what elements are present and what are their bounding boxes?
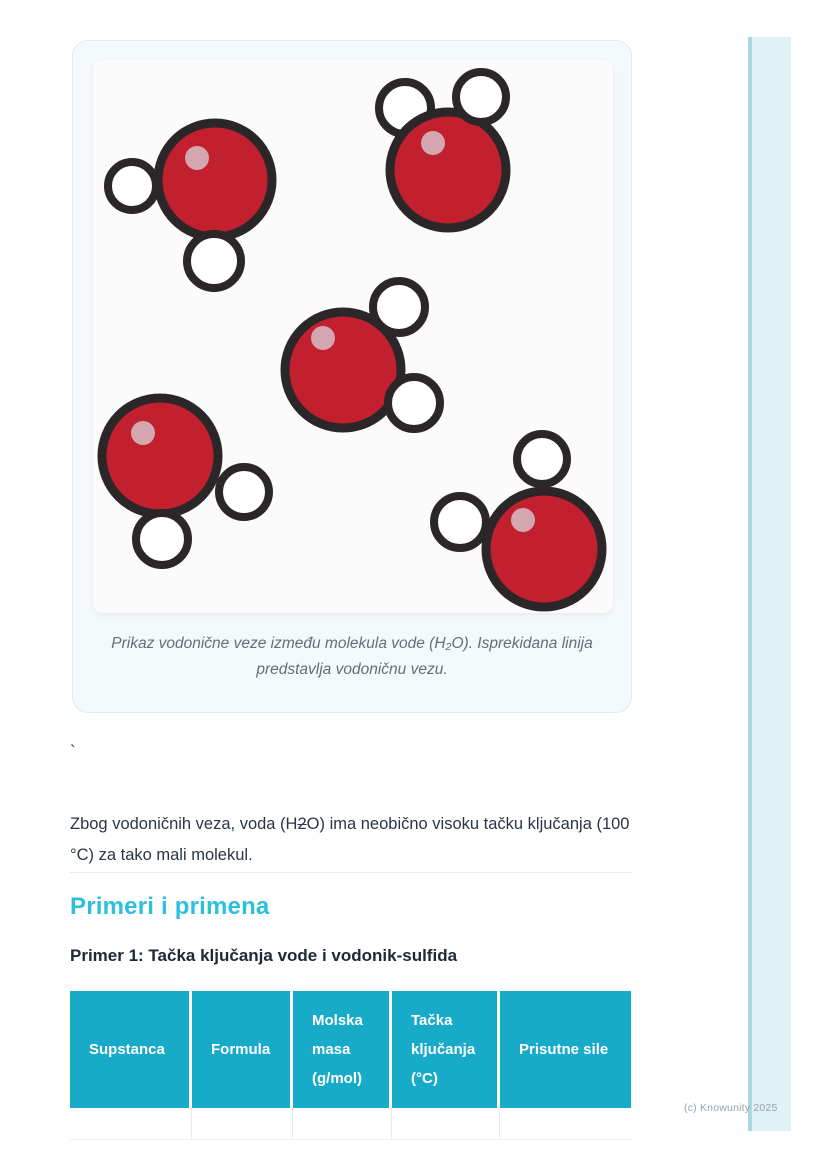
table-cell-empty (500, 1108, 631, 1139)
hydrogen-atom (136, 513, 188, 565)
hydrogen-atom (187, 234, 241, 288)
table-header-prisutne-sile: Prisutne sile (500, 991, 631, 1108)
paragraph-text-after: O) ima neobično visoku tačku ključanja (100 °C) za tako mali molekul. (70, 814, 630, 864)
oxygen-highlight (131, 421, 155, 445)
oxygen-highlight (511, 508, 535, 532)
paragraph-text-before: Zbog vodoničnih veza, voda (H (70, 814, 298, 833)
hydrogen-atom (456, 72, 506, 122)
stray-backtick-text: ` (70, 742, 76, 761)
table-header-tacka-kljucanja: Tačka ključanja (°C) (392, 991, 500, 1108)
hydrogen-atom (388, 377, 440, 429)
figure-card (72, 40, 632, 713)
water-molecules-illustration (93, 60, 613, 613)
paragraph-struck-2: 2 (297, 814, 307, 833)
copyright-watermark: (c) Knowunity 2025 (684, 1102, 778, 1114)
molecule-image-panel (93, 60, 613, 613)
oxygen-atom (102, 398, 218, 514)
example-heading: Primer 1: Tačka ključanja vode i vodonik-sulfida (70, 946, 458, 965)
oxygen-atom (486, 491, 602, 607)
oxygen-highlight (421, 131, 445, 155)
hydrogen-atom (219, 467, 269, 517)
figure-caption: Prikaz vodonične veze između molekula vode (H₂O). Isprekidana linija predstavlja vodoničnu vezu. (111, 635, 593, 678)
scroll-indicator-stripe[interactable] (748, 37, 791, 1131)
boiling-point-table (70, 991, 631, 1140)
oxygen-atom (390, 112, 506, 228)
hydrogen-atom (373, 281, 425, 333)
table-row (70, 1108, 631, 1140)
body-paragraph (70, 809, 636, 871)
table-header-formula: Formula (192, 991, 293, 1108)
hydrogen-atom (108, 162, 156, 210)
table-cell-empty (70, 1108, 192, 1139)
table-cell-empty (392, 1108, 500, 1139)
oxygen-highlight (185, 146, 209, 170)
table-header-molska-masa: Molska masa (g/mol) (293, 991, 392, 1108)
table-header-supstanca: Supstanca (70, 991, 192, 1108)
section-divider (70, 872, 632, 873)
table-cell-empty (192, 1108, 293, 1139)
section-heading: Primeri i primena (70, 893, 270, 920)
table-cell-empty (293, 1108, 392, 1139)
table-header-row (70, 991, 631, 1108)
hydrogen-atom (517, 434, 567, 484)
oxygen-atom (158, 123, 272, 237)
hydrogen-atom (434, 496, 486, 548)
oxygen-highlight (311, 326, 335, 350)
